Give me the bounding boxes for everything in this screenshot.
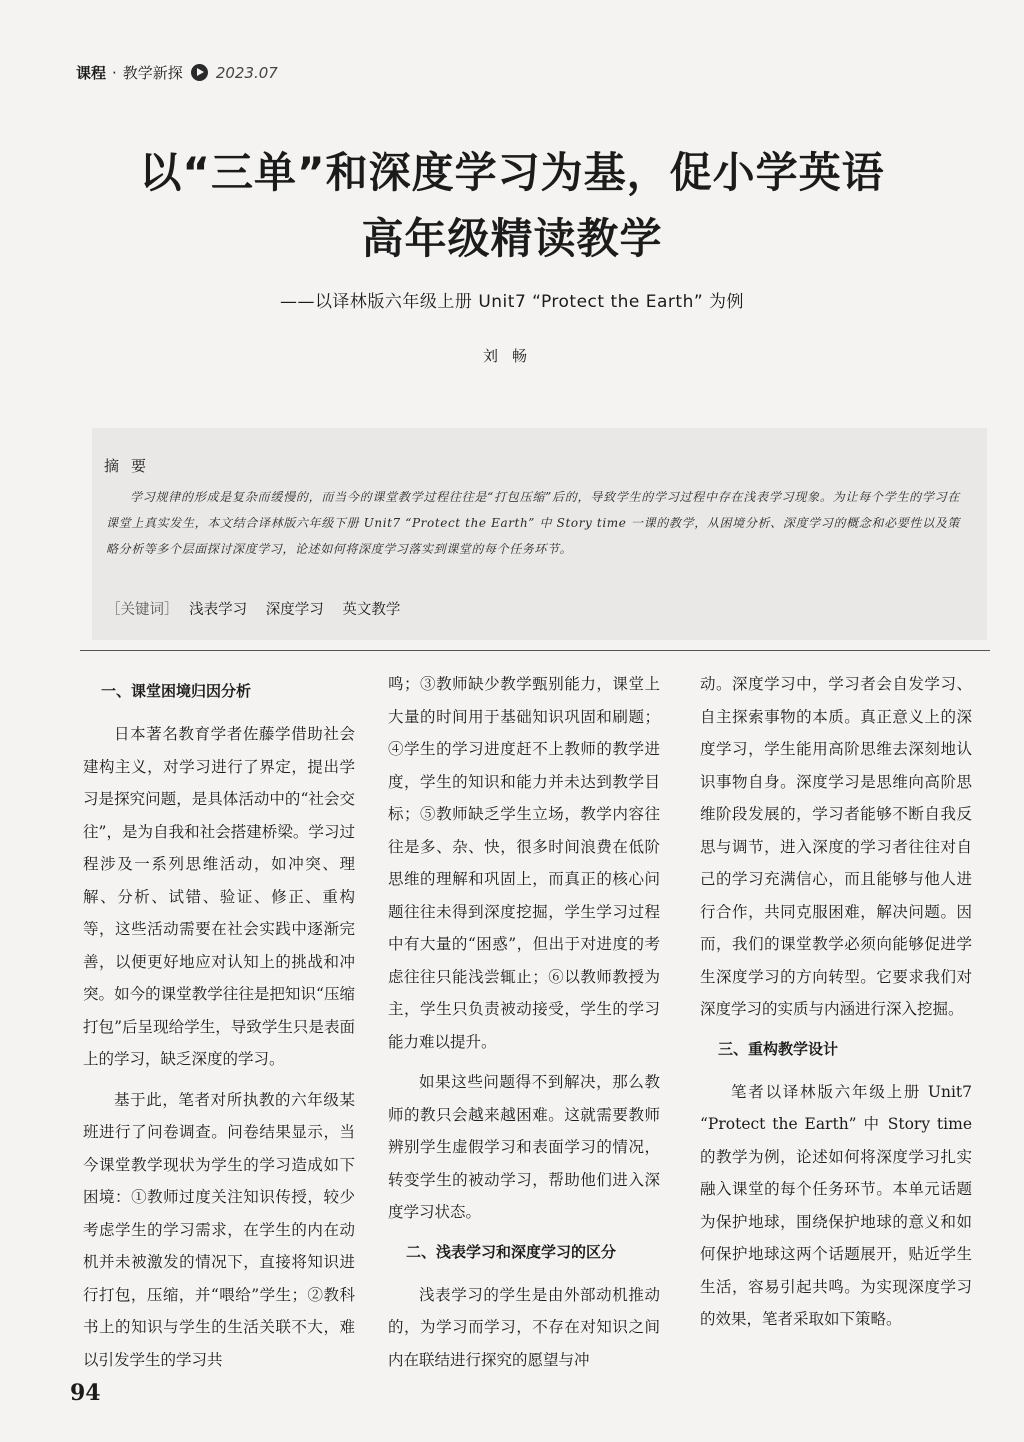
column-1 [83,668,355,1384]
paragraph: 日本著名教育学者佐藤学借助社会建构主义，对学习进行了界定，提出学习是探究问题，是具体活动中的“社会交往”，是为自我和社会搭建桥梁。学习过程涉及一系列思维活动，如冲突、理解、分析、试错、验证、修正、重构等，这些活动需要在社会实践中逐渐完善，以便更好地应对认知上的挑战和冲突。如今的课堂教学往往是把知识“压缩打包”后呈现给学生，导致学生只是表面上的学习，缺乏深度的学习。 [83,725,355,1068]
heading-section-3: 三、重构教学设计 [718,1039,839,1058]
section-name: 教学新探 [122,64,183,82]
title-line-2: 高年级精读教学 [361,214,663,263]
abstract-text: 学习规律的形成是复杂而缓慢的，而当今的课堂教学过程往往是“打包压缩”后的，导致学生的学习过程中存在浅表学习现象。为让每个学生的学习在课堂上真实发生，本文结合译林版六年级下册 Unit7 “Protect the Earth” 中 Story time 一课的教学，从困境分析、深度学习的概念和必要性以及策略分析等多个层面探讨深度学习，论述如何将深度学习落实到课堂的每个任务环节。 [106,490,960,556]
paragraph: 动。深度学习中，学习者会自发学习、自主探索事物的本质。真正意义上的深度学习，学生能用高阶思维去深刻地认识事物自身。深度学习是思维向高阶思维阶段发展的，学习者能够不断自我反思与调节，进入深度的学习者往往对自己的学习充满信心，而且能够与他人进行合作，共同克服困难，解决问题。因而，我们的课堂教学必须向能够促进学生深度学习的方向转型。它要求我们对深度学习的实质与内涵进行深入挖掘。 [700,675,972,1018]
running-header [76,62,278,83]
title-line-1: 以“三单”和深度学习为基，促小学英语 [139,148,885,197]
page-number: 94 [70,1380,101,1406]
keyword-3: 英文教学 [342,602,401,618]
journal-name: 课程 [76,64,107,82]
paragraph: 鸣；③教师缺少教学甄别能力，课堂上大量的时间用于基础知识巩固和刷题；④学生的学习进度赶不上教师的教学进度，学生的知识和能力并未达到教学目标；⑤教师缺乏学生立场，教学内容往往是多、杂、快，很多时间浪费在低阶思维的理解和巩固上，而真正的核心问题往往未得到深度挖掘，学生学习过程中有大量的“困惑”，但出于对进度的考虑往往只能浅尝辄止；⑥以教师教授为主，学生只负责被动接受，学生的学习能力难以提升。 [388,675,660,1051]
column-3 [700,668,972,1344]
header-separator: · [112,63,117,82]
keyword-2: 深度学习 [265,602,324,618]
keywords [106,598,414,619]
article-subtitle: ——以译林版六年级上册 Unit7 “Protect the Earth” 为例 [279,292,745,312]
paragraph: 如果这些问题得不到解决，那么教师的教只会越来越困难。这就需要教师辨别学生虚假学习和表面学习的情况，转变学生的被动学习，帮助他们进入深度学习状态。 [388,1073,660,1221]
play-icon [191,64,208,81]
abstract-label: 摘要 [104,457,159,475]
paragraph: 笔者以译林版六年级上册 Unit7 “Protect the Earth” 中 Story time 的教学为例，论述如何将深度学习扎实融入课堂的每个任务环节。本单元话题为保护地球，围绕保护地球的意义和如何保护地球这两个话题展开，贴近学生生活，容易引起共鸣。为实现深度学习的效果，笔者采取如下策略。 [700,1082,972,1328]
heading-section-2: 二、浅表学习和深度学习的区分 [406,1242,617,1261]
article-title [0,140,1024,272]
section-divider [80,650,990,651]
keyword-1: 浅表学习 [189,602,248,618]
keywords-label: ［关键词］ [106,602,179,618]
paragraph: 基于此，笔者对所执教的六年级某班进行了问卷调查。问卷结果显示，当今课堂教学现状为学生的学习造成如下困境：①教师过度关注知识传授，较少考虑学生的学习需求，在学生的内在动机并未被激发的情况下，直接将知识进行打包，压缩，并“喂给”学生；②教科书上的知识与学生的生活关联不大，难以引发学生的学习共 [83,1090,355,1369]
heading-section-1: 一、课堂困境归因分析 [101,682,252,700]
author-name: 刘畅 [482,347,541,365]
issue-date: 2023.07 [215,63,278,82]
paragraph: 浅表学习的学生是由外部动机推动的，为学习而学习，不存在对知识之间内在联结进行探究的愿望与冲 [388,1285,660,1369]
column-2 [388,668,660,1384]
